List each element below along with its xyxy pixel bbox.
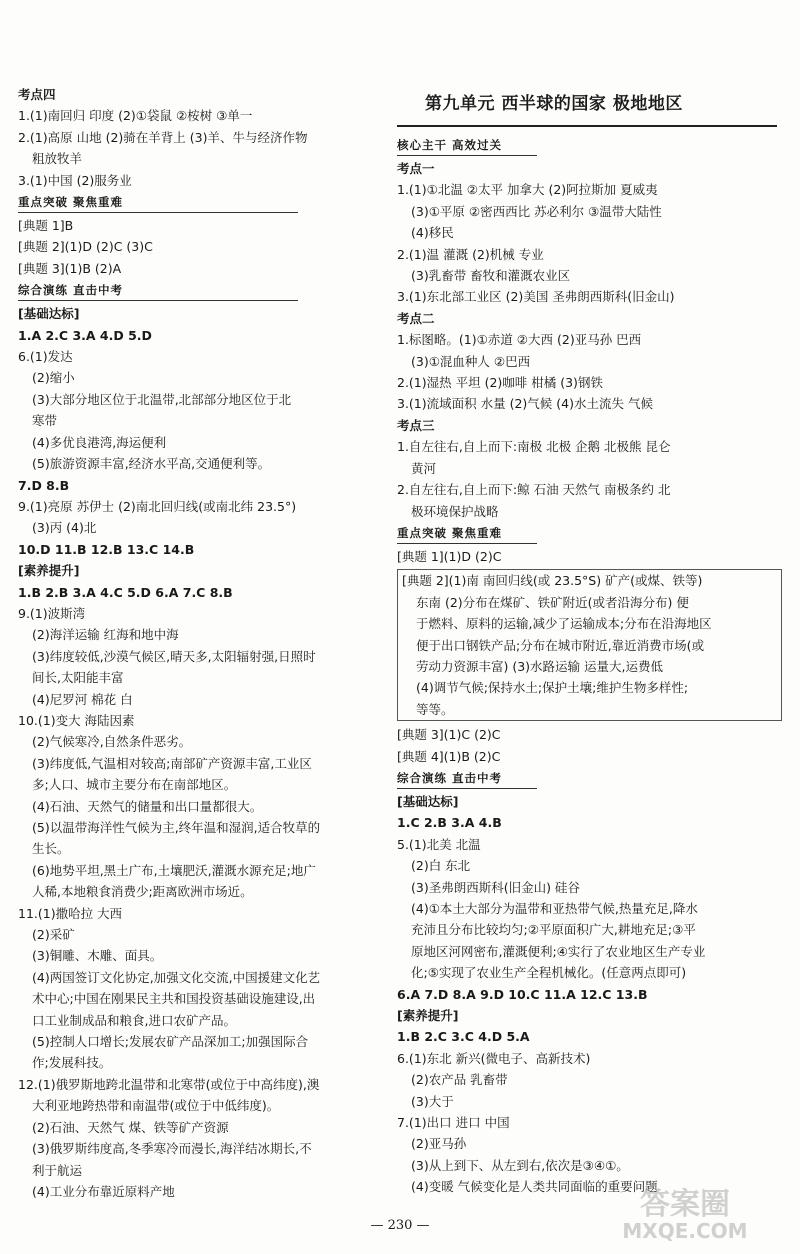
answer-line: 2.(1)高原 山地 (2)骑在羊背上 (3)羊、牛与经济作物 [18, 129, 308, 145]
answer-line: [素养提升] [397, 1008, 459, 1024]
answer-line: (3)①混血种人 ②巴西 [411, 353, 531, 369]
page-number: — 230 — [370, 1218, 430, 1233]
answer-line: [典题 3](1)B (2)A [18, 260, 122, 276]
answer-line: (3)①平原 ②密西西比 苏必利尔 ③温带大陆性 [411, 203, 662, 219]
section-banner: 重点突破 聚焦重难 [397, 523, 537, 544]
answer-line: 粗放牧羊 [32, 151, 83, 167]
answer-line: (3)圣弗朗西斯科(旧金山) 硅谷 [411, 879, 580, 895]
answer-line: [典题 4](1)B (2)C [397, 748, 501, 764]
answer-line: (4)石油、天然气的储量和出口量都很大。 [32, 798, 263, 814]
answer-line: (3)丙 (4)北 [32, 520, 97, 536]
answer-line: 便于出口钢铁产品;分布在城市附近,靠近消费市场(或 [416, 637, 705, 653]
answer-line: (3)纬度较低,沙漠气候区,晴天多,太阳辐射强,日照时 [32, 648, 316, 664]
answer-line: 3.(1)流域面积 水量 (2)气候 (4)水土流失 气候 [397, 396, 653, 412]
answer-line: 1.B 2.B 3.A 4.C 5.D 6.A 7.C 8.B [18, 584, 233, 600]
answer-line: 10.D 11.B 12.B 13.C 14.B [18, 541, 195, 557]
answer-line: 1.B 2.C 3.C 4.D 5.A [397, 1029, 530, 1045]
answer-line: (3)俄罗斯纬度高,冬季寒冷而漫长,海洋结冰期长,不 [32, 1141, 312, 1157]
answer-line: [典题 1](1)D (2)C [397, 548, 502, 564]
answer-line: 1.(1)①北温 ②太平 加拿大 (2)阿拉斯加 夏威夷 [397, 182, 658, 198]
answer-line: (5)控制人口增长;发展农矿产品深加工;加强国际合 [32, 1034, 309, 1050]
answer-line: (4)工业分布靠近原料产地 [32, 1183, 175, 1199]
unit-title: 第九单元 西半球的国家 极地地区 [425, 94, 683, 114]
answer-line: 于燃料、原料的运输,减少了运输成本;分布在沿海地区 [416, 616, 712, 632]
answer-line: (3)从上到下、从左到右,依次是③④①。 [411, 1157, 629, 1173]
answer-line: 生长。 [32, 841, 70, 857]
answer-line: 3.(1)东北部工业区 (2)美国 圣弗朗西斯科(旧金山) [397, 289, 675, 305]
answer-line: 9.(1)亮原 苏伊士 (2)南北回归线(或南北纬 23.5°) [18, 498, 297, 514]
answer-line: [素养提升] [18, 563, 80, 579]
section-heading: 考点二 [397, 310, 435, 326]
answer-line: [典题 2](1)D (2)C (3)C [18, 239, 153, 255]
answer-line: (4)多优良港湾,海运便利 [32, 434, 167, 450]
answer-line: 6.(1)发达 [18, 349, 73, 365]
answer-line: (2)海洋运输 红海和地中海 [32, 627, 179, 643]
answer-line: 原地区河网密布,灌溉便利;④实行了农业地区生产专业 [411, 943, 706, 959]
answer-line: 极环境保护战略 [411, 503, 499, 519]
answer-line: (3)铜雕、木雕、面具。 [32, 948, 163, 964]
answer-line: (2)气候寒冷,自然条件恶劣。 [32, 734, 192, 750]
answer-line: 2.(1)湿热 平坦 (2)咖啡 柑橘 (3)钢铁 [397, 375, 603, 391]
section-banner: 综合演练 直击中考 [397, 768, 537, 789]
answer-line: 7.(1)出口 进口 中国 [397, 1115, 510, 1131]
answer-line: 黄河 [411, 460, 437, 476]
answer-line: (3)大部分地区位于北温带,北部部分地区位于北 [32, 391, 292, 407]
answer-line: 11.(1)撒哈拉 大西 [18, 905, 123, 921]
answer-line: (4)调节气候;保持水土;保护土壤;维护生物多样性; [416, 680, 689, 696]
answer-line: 作;发展科技。 [32, 1055, 112, 1071]
answer-line: 利于航运 [32, 1162, 83, 1178]
section-heading: 考点一 [397, 161, 435, 176]
answer-line: 12.(1)俄罗斯地跨北温带和北寒带(或位于中高纬度),澳 [18, 1076, 320, 1092]
title-rule [397, 125, 777, 127]
answer-line: 1.C 2.B 3.A 4.B [397, 815, 502, 831]
left-column [18, 84, 396, 1202]
answer-line: (4)尼罗河 棉花 白 [32, 691, 133, 707]
answer-line: 术中心;中国在刚果民主共和国投资基础设施建设,出 [32, 991, 316, 1007]
answer-line: 人稀,本地粮食消费少;距离欧洲市场近。 [32, 884, 253, 900]
answer-line: (2)石油、天然气 煤、铁等矿产资源 [32, 1119, 229, 1135]
section-heading: 考点三 [397, 417, 435, 433]
answer-line: (2)农产品 乳畜带 [411, 1072, 508, 1088]
answer-line: 多;人口、城市主要分布在南部地区。 [32, 777, 237, 793]
answer-line: (4)移民 [411, 225, 454, 241]
answer-line: 充沛且分布比较均匀;②平原面积广大,耕地充足;③平 [411, 922, 696, 938]
section-banner: 综合演练 直击中考 [18, 280, 298, 301]
answer-line: 劳动力资源丰富) (3)水路运输 运量大,运费低 [416, 658, 664, 674]
answer-line: 6.(1)东北 新兴(微电子、高新技术) [397, 1050, 591, 1066]
answer-line: (2)缩小 [32, 370, 75, 386]
answer-line: (2)亚马孙 [411, 1136, 467, 1152]
watermark-cn: 答案圈 [640, 1187, 730, 1222]
answer-line: [基础达标] [397, 793, 459, 809]
answer-line: 10.(1)变大 海陆因素 [18, 712, 135, 728]
answer-line: 1.自左往右,自上而下:南极 北极 企鹅 北极熊 昆仑 [397, 439, 671, 455]
answer-line: 1.(1)南回归 印度 (2)①袋鼠 ②桉树 ③单一 [18, 108, 253, 124]
answer-line: 3.(1)中国 (2)服务业 [18, 172, 132, 188]
watermark-en: MXQE.COM [622, 1219, 748, 1243]
section-heading: 考点四 [18, 87, 56, 102]
answer-line: 化;⑤实现了农业生产全程机械化。(任意两点即可) [411, 965, 687, 981]
answer-line: (4)两国签订文化协定,加强文化交流,中国援建文化艺 [32, 969, 321, 985]
answer-line: [典题 1]B [18, 218, 74, 234]
answer-line: 间长,太阳能丰富 [32, 670, 124, 686]
answer-line: (5)旅游资源丰富,经济水平高,交通便利等。 [32, 456, 271, 472]
answer-line: 2.(1)温 灌溉 (2)机械 专业 [397, 246, 544, 262]
answer-line: [基础达标] [18, 306, 80, 322]
answer-line: (3)纬度低,气温相对较高;南部矿产资源丰富,工业区 [32, 755, 312, 771]
answer-line: 东南 (2)分布在煤矿、铁矿附近(或者沿海分布) 便 [416, 594, 689, 610]
answer-line: (3)大于 [411, 1093, 454, 1109]
answer-line: (2)采矿 [32, 927, 75, 943]
answer-line: (4)①本土大部分为温带和亚热带气候,热量充足,降水 [411, 901, 698, 916]
answer-line: [典题 3](1)C (2)C [397, 727, 501, 743]
boxed-answer [397, 569, 782, 721]
answer-line: (2)白 东北 [411, 858, 471, 874]
section-banner: 核心主干 高效过关 [397, 135, 537, 156]
answer-line: 口工业制成品和粮食,进口农矿产品。 [32, 1012, 236, 1028]
answer-line: (6)地势平坦,黑土广布,土壤肥沃,灌溉水源充足;地广 [32, 862, 316, 878]
answer-line: (3)乳畜带 畜牧和灌溉农业区 [411, 268, 571, 284]
answer-line: 9.(1)波斯湾 [18, 605, 86, 621]
answer-line: 1.A 2.C 3.A 4.D 5.D [18, 327, 152, 343]
answer-line: (5)以温带海洋性气候为主,终年温和湿润,适合牧草的 [32, 820, 321, 835]
answer-line: 等等。 [416, 701, 454, 717]
answer-line: 6.A 7.D 8.A 9.D 10.C 11.A 12.C 13.B [397, 986, 648, 1002]
answer-line: 大利亚地跨热带和南温带(或位于中低纬度)。 [32, 1098, 280, 1114]
answer-line: 7.D 8.B [18, 477, 70, 493]
section-banner: 重点突破 聚焦重难 [18, 192, 298, 213]
answer-line: 1.标图略。(1)①赤道 ②大西 (2)亚马孙 巴西 [397, 332, 642, 348]
right-column [397, 134, 782, 1198]
answer-line: [典题 2](1)南 南回归线(或 23.5°S) 矿产(或煤、铁等) [402, 573, 703, 589]
answer-line: 2.自左往右,自上而下:鲸 石油 天然气 南极条约 北 [397, 482, 671, 498]
answer-line: (4)变暖 气候变化是人类共同面临的重要问题 [411, 1179, 658, 1195]
watermark-logo [590, 1176, 780, 1246]
answer-line: 寒带 [32, 413, 58, 429]
answer-line: 5.(1)北美 北温 [397, 836, 481, 852]
